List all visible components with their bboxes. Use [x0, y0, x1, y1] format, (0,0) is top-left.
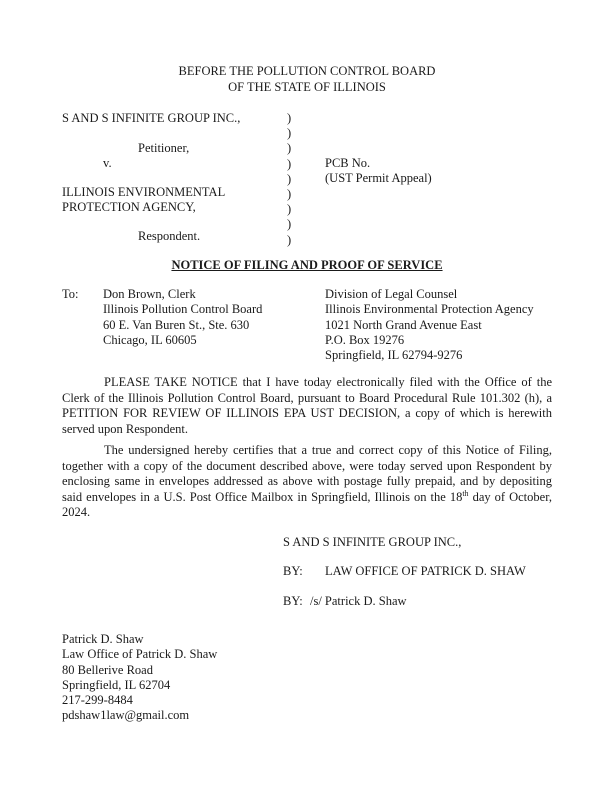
paren: ): [287, 217, 292, 232]
board-heading-line1: BEFORE THE POLLUTION CONTROL BOARD: [178, 64, 436, 78]
board-heading-line2: OF THE STATE OF ILLINOIS: [228, 80, 386, 94]
caption-parentheses: [287, 111, 291, 248]
certification-tail: day of October, 2024.: [62, 489, 552, 519]
paren: ): [287, 186, 292, 201]
attorney-email: pdshaw1law@gmail.com: [62, 708, 190, 723]
respondent-role: Respondent.: [138, 229, 201, 243]
recipient2-line3: 1021 North Grand Avenue East: [325, 317, 482, 332]
notice-paragraph: [62, 375, 552, 437]
paren: ): [287, 111, 292, 125]
attorney-phone: 217-299-8484: [62, 693, 133, 708]
case-number-label: PCB No.: [325, 156, 371, 170]
respondent-name-line2: PROTECTION AGENCY,: [62, 200, 196, 214]
paren: ): [287, 232, 292, 247]
recipient2-line5: Springfield, IL 62794-9276: [325, 348, 463, 363]
attorney-street: 80 Bellerive Road: [62, 662, 153, 677]
paren: ): [287, 202, 292, 217]
certification-paragraph: [62, 443, 552, 521]
attorney-city: Springfield, IL 62704: [62, 677, 171, 692]
recipient1-line1: Don Brown, Clerk: [103, 287, 196, 301]
notice-paragraph-text: PLEASE TAKE NOTICE that I have today electronically filed with the Office of the Clerk of the Illinois Pollution Control Board, pursuant to Board Procedural Rule 101.302 (h), a PETITION FOR REVIEW OF ILLINOIS EPA UST DECISION, a copy of which is herewith served upon Respondent.: [62, 375, 552, 436]
recipient2-line2: Illinois Environmental Protection Agency: [325, 302, 534, 317]
recipient1-line4: Chicago, IL 60605: [103, 332, 197, 347]
electronic-signature: /s/ Patrick D. Shaw: [310, 594, 407, 608]
paren: ): [287, 141, 292, 156]
versus-label: v.: [103, 156, 112, 170]
petitioner-role: Petitioner,: [138, 141, 190, 155]
day-superscript: th: [462, 488, 469, 498]
notice-title: NOTICE OF FILING AND PROOF OF SERVICE: [171, 258, 443, 272]
recipient2-line4: P.O. Box 19276: [325, 332, 405, 347]
attorney-name: Patrick D. Shaw: [62, 632, 144, 646]
paren: ): [287, 156, 292, 171]
respondent-name-line1: ILLINOIS ENVIRONMENTAL: [62, 185, 226, 199]
certification-text: The undersigned hereby certifies that a true and correct copy of this Notice of Filing, together with a copy of the document described above, were today served upon Respondent by enclosing same in envelopes addressed as above with postage fully prepaid, and by depositing said envelopes in a U.S. Post Office Mailbox in Springfield, Illinois on the 18: [62, 443, 552, 504]
attorney-contact-block: [62, 632, 217, 724]
to-label: To:: [62, 287, 79, 301]
paren: ): [287, 171, 292, 186]
recipient2-line1: Division of Legal Counsel: [325, 287, 458, 301]
signature-by-label-2: BY:: [283, 594, 303, 608]
recipient-agency-address: [325, 287, 534, 363]
paren: ): [287, 126, 292, 141]
signature-firm: LAW OFFICE OF PATRICK D. SHAW: [325, 564, 526, 578]
recipient-clerk-address: [103, 287, 262, 348]
petitioner-name: S AND S INFINITE GROUP INC.,: [62, 111, 241, 125]
attorney-firm: Law Office of Patrick D. Shaw: [62, 647, 218, 662]
signature-by-label: BY:: [283, 564, 303, 578]
recipient1-line3: 60 E. Van Buren St., Ste. 630: [103, 317, 250, 332]
signature-party: S AND S INFINITE GROUP INC.,: [283, 535, 462, 549]
recipient1-line2: Illinois Pollution Control Board: [103, 302, 263, 317]
case-type: (UST Permit Appeal): [325, 171, 432, 185]
